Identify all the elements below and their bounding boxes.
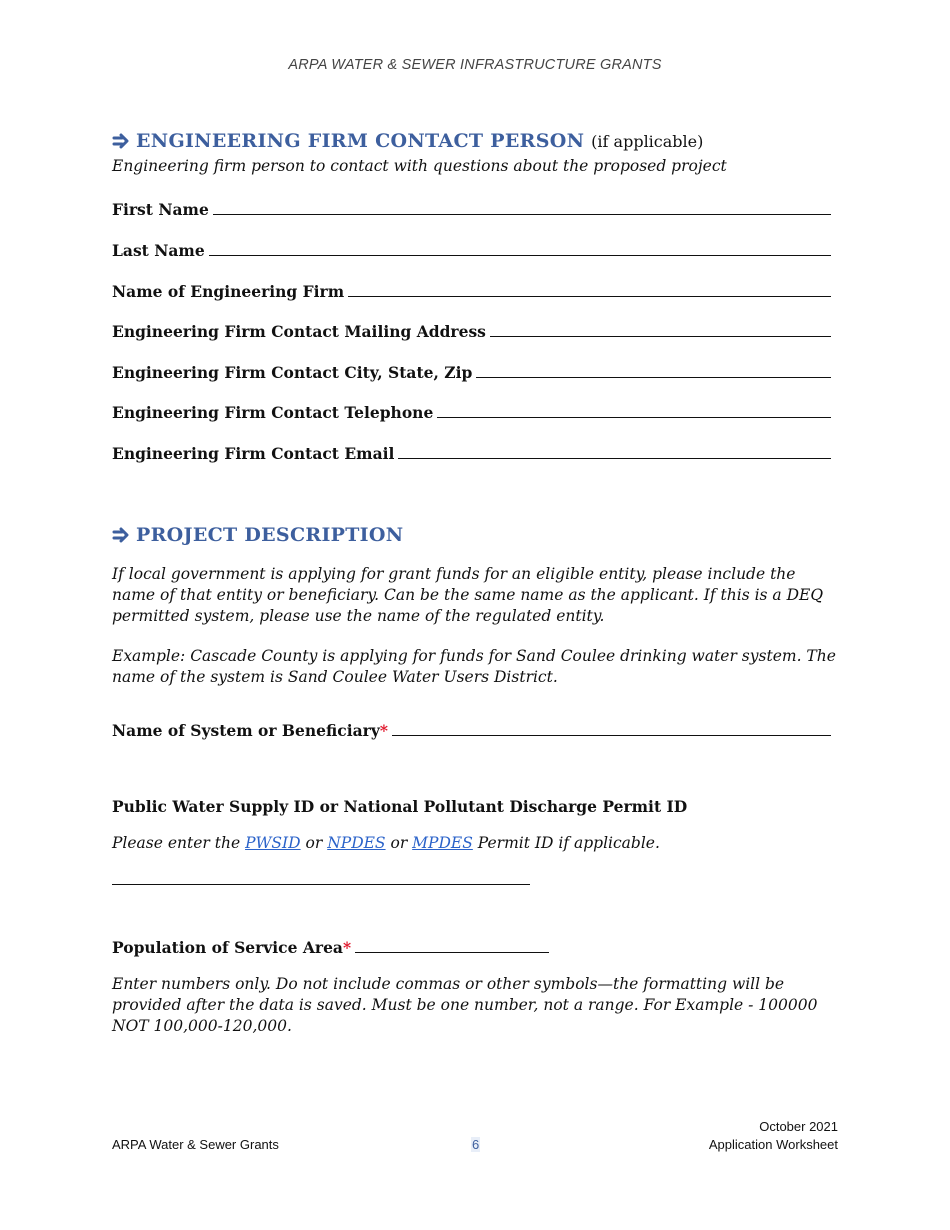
footer-left: ARPA Water & Sewer Grants xyxy=(112,1137,279,1152)
required-asterisk: * xyxy=(342,938,352,957)
input-line[interactable] xyxy=(490,335,831,337)
permit-id-input-line[interactable] xyxy=(112,884,530,885)
permit-id-heading: Public Water Supply ID or National Pollutant Discharge Permit ID xyxy=(112,797,688,816)
input-line[interactable] xyxy=(213,213,831,215)
input-line[interactable] xyxy=(355,951,549,953)
population-note: Enter numbers only. Do not include commas or other symbols—the formatting will be provided after the data is saved. Must be one number, not a range. For Example - 100000 NOT 100,000-120,000. xyxy=(112,975,818,1035)
section-title: ENGINEERING FIRM CONTACT PERSON xyxy=(136,130,585,152)
input-line[interactable] xyxy=(392,734,831,736)
page-number: 6 xyxy=(472,1137,480,1152)
first-name-field[interactable] xyxy=(112,200,831,219)
field-label: Engineering Firm Contact Mailing Address xyxy=(112,322,486,341)
input-line[interactable] xyxy=(476,376,831,378)
footer-date: October 2021 xyxy=(759,1119,838,1134)
project-intro-text: If local government is applying for grant funds for an eligible entity, please include the name of that entity or beneficiary. Can be the same name as the applicant. If this is a DEQ permitted system, please use the name of the regulated entity. xyxy=(112,565,824,625)
field-label: Engineering Firm Contact Email xyxy=(112,444,395,463)
running-header: ARPA WATER & SEWER INFRASTRUCTURE GRANTS xyxy=(288,57,662,73)
input-line[interactable] xyxy=(437,416,831,418)
mpdes-link[interactable]: MPDES xyxy=(412,834,473,852)
input-line[interactable] xyxy=(209,254,831,256)
npdes-link[interactable]: NPDES xyxy=(327,834,386,852)
pwsid-link[interactable]: PWSID xyxy=(245,834,301,852)
population-field[interactable] xyxy=(112,938,549,957)
mailing-address-field[interactable] xyxy=(112,322,831,341)
system-name-field[interactable] xyxy=(112,721,831,740)
engineering-firm-name-field[interactable] xyxy=(112,282,831,301)
field-label: First Name xyxy=(112,200,209,219)
telephone-field[interactable] xyxy=(112,403,831,422)
arrow-right-icon xyxy=(112,527,130,543)
last-name-field[interactable] xyxy=(112,241,831,260)
project-example-text: Example: Cascade County is applying for funds for Sand Coulee drinking water system. The name of the system is Sand Coulee Water Users District. xyxy=(112,647,836,686)
permit-instructions: Please enter the PWSID or NPDES or MPDES Permit ID if applicable. xyxy=(112,834,660,852)
engineering-section-heading xyxy=(112,130,703,152)
input-line[interactable] xyxy=(398,457,831,459)
project-section-heading xyxy=(112,524,403,546)
field-label: Engineering Firm Contact Telephone xyxy=(112,403,434,422)
section-qualifier: (if applicable) xyxy=(591,132,704,151)
footer-right-title: Application Worksheet xyxy=(708,1137,838,1152)
section-title: PROJECT DESCRIPTION xyxy=(136,524,404,546)
required-asterisk: * xyxy=(379,721,388,740)
field-label: Last Name xyxy=(112,241,205,260)
field-label: Engineering Firm Contact City, State, Zip xyxy=(112,363,473,382)
section-subtitle: Engineering firm person to contact with questions about the proposed project xyxy=(112,157,727,175)
arrow-right-icon xyxy=(112,133,130,149)
field-label: Population of Service Area* xyxy=(112,938,352,957)
input-line[interactable] xyxy=(348,295,831,297)
field-label: Name of System or Beneficiary* xyxy=(112,721,388,740)
field-label: Name of Engineering Firm xyxy=(112,282,345,301)
city-state-zip-field[interactable] xyxy=(112,363,831,382)
email-field[interactable] xyxy=(112,444,831,463)
